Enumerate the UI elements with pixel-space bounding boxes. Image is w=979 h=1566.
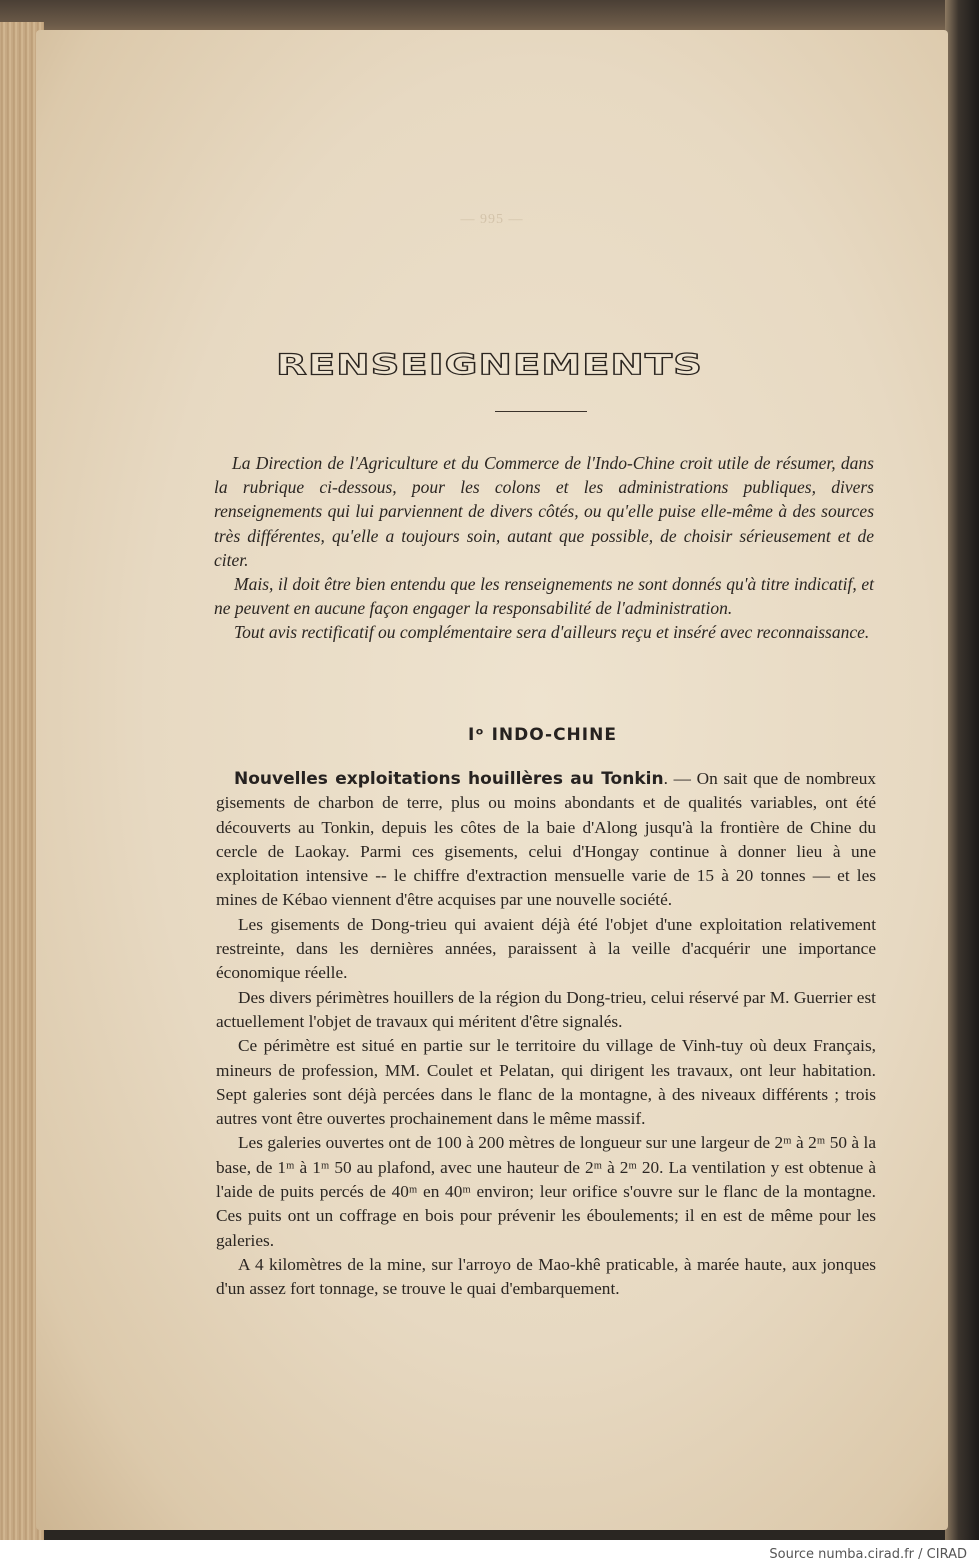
article-paragraph: Les galeries ouvertes ont de 100 à 200 mètres de longueur sur une largeur de 2ᵐ à 2ᵐ 50 à la base, de 1ᵐ à 1ᵐ 50 au plafond, avec une hauteur de 2ᵐ à 2ᵐ 20. La ventilation y est obtenue à l'aide de puits percés de 40ᵐ en 40ᵐ environ; leur orifice s'ouvre sur le flanc de la montagne. Ces puits ont un coffrage en bois pour prévenir les éboulements; il en est de même pour les galeries.: [216, 1133, 876, 1250]
page-title: RENSEIGNEMENTS: [276, 348, 703, 382]
page-number: — 995 —: [460, 212, 524, 227]
article-paragraph: Les gisements de Dong-trieu qui avaient déjà été l'objet d'une exploitation relativement restreinte, dans les dernières années, paraissent à la veille d'acquérir une importance économique réelle.: [216, 914, 876, 983]
intro-notice: [214, 451, 874, 645]
page-title-container: [0, 343, 979, 387]
intro-paragraph: Tout avis rectificatif ou complémentaire sera d'ailleurs reçu et inséré avec reconnaissance.: [234, 622, 870, 643]
title-underline: [495, 411, 587, 412]
article-lead-paragraph: [216, 767, 876, 913]
book-spine: [945, 0, 979, 1540]
intro-paragraph: Mais, il doit être bien entendu que les renseignements ne sont donnés qu'à titre indicatif, et ne peuvent en aucune façon engager la responsabilité de l'administration.: [214, 574, 874, 619]
intro-paragraph: La Direction de l'Agriculture et du Commerce de l'Indo-Chine croit utile de résumer, dans la rubrique ci-dessous, pour les colons et les administrations publiques, divers renseignements qui lui parviennent de divers côtés, ou qu'elle puise elle-même à des sources très différentes, qu'elle a toujours soin, autant que possible, de choisir sérieusement et de citer.: [214, 453, 874, 570]
source-credit: Source numba.cirad.fr / CIRAD: [769, 1547, 967, 1562]
section-heading: Iᵒ INDO-CHINE: [468, 725, 617, 745]
article-body: [216, 767, 876, 1302]
article-title: Nouvelles exploitations houillères au Tonkin: [234, 769, 664, 789]
article-paragraph: Des divers périmètres houillers de la région du Dong-trieu, celui réservé par M. Guerrier est actuellement l'objet de travaux qui méritent d'être signalés.: [216, 987, 876, 1031]
article-lead-text: . — On sait que de nombreux gisements de charbon de terre, plus ou moins abondants et de qualités variables, ont été découverts au Tonkin, depuis les côtes de la baie d'Along jusqu'à la frontière de Chine du cercle de Laokay. Parmi ces gisements, celui d'Hongay continue à donner lieu à une exploitation intensive -- le chiffre d'extraction mensuelle varie de 15 à 20 tonnes — et les mines de Kébao viennent d'être acquises par une nouvelle société.: [216, 769, 877, 910]
article-paragraph: Ce périmètre est situé en partie sur le territoire du village de Vinh-tuy où deux Français, mineurs de profession, MM. Coulet et Pelatan, qui dirigent les travaux, ont leur habitation. Sept galeries sont déjà percées dans le flanc de la montagne, à des niveaux différents ; trois autres vont être ouvertes prochainement dans le même massif.: [216, 1036, 876, 1129]
article-paragraph: A 4 kilomètres de la mine, sur l'arroyo de Mao-khê praticable, à marée haute, aux jonques d'un assez fort tonnage, se trouve le quai d'embarquement.: [216, 1254, 876, 1299]
